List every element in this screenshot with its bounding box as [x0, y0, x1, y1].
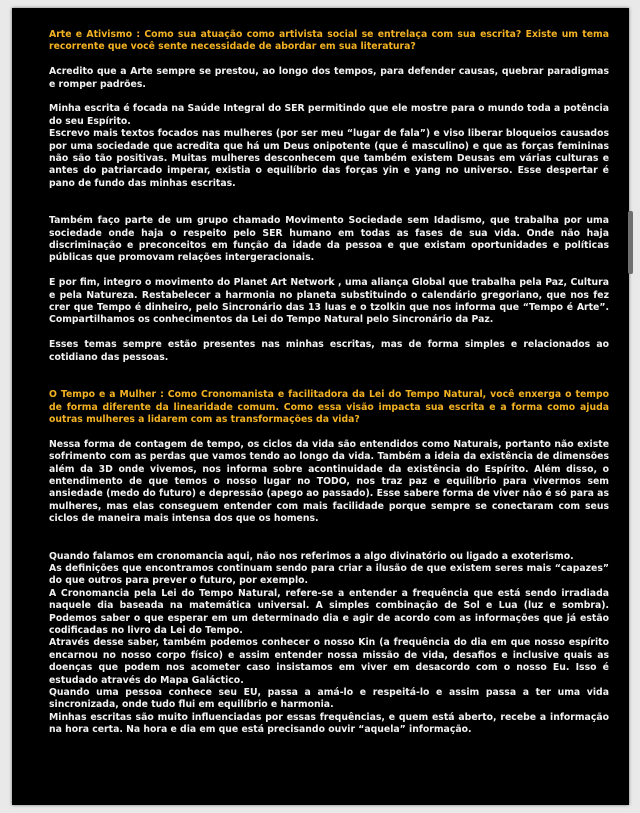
answer-paragraph: Escrevo mais textos focados nas mulheres (por ser meu “lugar de fala”) e viso liberar bloqueios causados por uma sociedade que acredita que há um Deus onipotente (que é masculino) e que as forças femininas não são tão positivas. Muitas mulheres desconhecem que também existem Deusas em várias culturas e antes do patriarcado imperar, existia o equilíbrio das forças yin e yang no universo. Esse despertar é pano de fundo das minhas escritas.	[49, 128, 609, 189]
answer-paragraph: Acredito que a Arte sempre se prestou, ao longo dos tempos, para defender causas, quebrar paradigmas e romper padrões.	[49, 66, 609, 90]
answer-paragraph: Quando uma pessoa conhece seu EU, passa a amá-lo e respeitá-lo e assim passa a ter uma vida sincronizada, onde tudo flui em equilíbrio e harmonia.	[49, 687, 609, 711]
answer-paragraph: Minhas escritas são muito influenciadas por essas frequências, e quem está aberto, recebe a informação na hora certa. Na hora e dia em que está precisando ouvir “aquela” informação.	[49, 711, 609, 736]
answer-paragraph: As definições que encontramos continuam sendo para criar a ilusão de que existem seres mais “capazes” do que outros para prever o futuro, por exemplo.	[49, 562, 609, 587]
answer-paragraph: Através desse saber, também podemos conhecer o nosso Kin (a frequência do dia em que nosso espírito encarnou no nosso corpo físico) e assim entender nossa missão de vida, desafios e inclusive quais as doenças que podem nos acometer caso insistamos em viver em desacordo com o nosso Eu. Isso é estudado através do Mapa Galáctico.	[49, 637, 609, 686]
answer-paragraph: Esses temas sempre estão presentes nas minhas escritas, mas de forma simples e relacionados ao cotidiano das pessoas.	[49, 339, 609, 363]
question-arte-ativismo: Arte e Ativismo : Como sua atuação como artivista social se entrelaça com sua escrita? Existe um tema recorrente que você sente necessidade de abordar em sua literatura?	[49, 29, 609, 53]
document-page	[12, 8, 629, 805]
document-body	[49, 29, 609, 737]
answer-paragraph: Nessa forma de contagem de tempo, os ciclos da vida são entendidos como Naturais, portanto não existe sofrimento com as perdas que vamos tendo ao longo da vida. Também a ideia da existência de dimensões além da 3D onde vivemos, nos informa sobre acontinuidade da existência do Espírito. Além disso, o entendimento de que temos o nosso lugar no TODO, nos traz paz e equilíbrio para vivermos sem ansiedade (medo do futuro) e depressão (apego ao passado). Esse sabere forma de viver não é só para as mulheres, mas elas conseguem entender com mais facilidade porque sempre se conectaram com seus ciclos de maneira mais intensa dos que os homens.	[49, 438, 609, 525]
answer-paragraph: E por fim, integro o movimento do Planet Art Network , uma aliança Global que trabalha pela Paz, Cultura e pela Natureza. Restabelecer a harmonia no planeta substituindo o calendário gregoriano, que nos fez crer que Tempo é dinheiro, pelo Sincronário das 13 luas e o tzolkin que nos informa que “Tempo é Arte”. Compartilhamos os conhecimentos da Lei do Tempo Natural pelo Sincronário da Paz.	[49, 277, 609, 326]
answer-paragraph: Também faço parte de um grupo chamado Movimento Sociedade sem Idadismo, que trabalha por uma sociedade onde haja o respeito pelo SER humano em todas as fases de sua vida. Onde não haja discriminação e preconceitos em função da idade da pessoa e que existam oportunidades e políticas públicas que promovam relações intergeracionais.	[49, 215, 609, 264]
answer-paragraph: Minha escrita é focada na Saúde Integral do SER permitindo que ele mostre para o mundo toda a potência do seu Espírito.	[49, 103, 609, 127]
question-tempo-mulher: O Tempo e a Mulher : Como Cronomanista e facilitadora da Lei do Tempo Natural, você enxerga o tempo de forma diferente da linearidade comum. Como essa visão impacta sua escrita e a forma como ajuda outras mulheres a lidarem com as transformações da vida?	[49, 389, 609, 425]
scrollbar-thumb[interactable]	[628, 211, 633, 274]
answer-paragraph: A Cronomancia pela Lei do Tempo Natural, refere-se a entender a frequência que está sendo irradiada naquele dia baseada na matemática universal. A simples combinação de Sol e Lua (luz e sombra). Podemos saber o que esperar em um determinado dia e agir de acordo com as informações que já estão codificadas no livro da Lei do Tempo.	[49, 587, 609, 636]
answer-paragraph: Quando falamos em cronomancia aqui, não nos referimos a algo divinatório ou ligado a exoterismo.	[49, 550, 574, 562]
